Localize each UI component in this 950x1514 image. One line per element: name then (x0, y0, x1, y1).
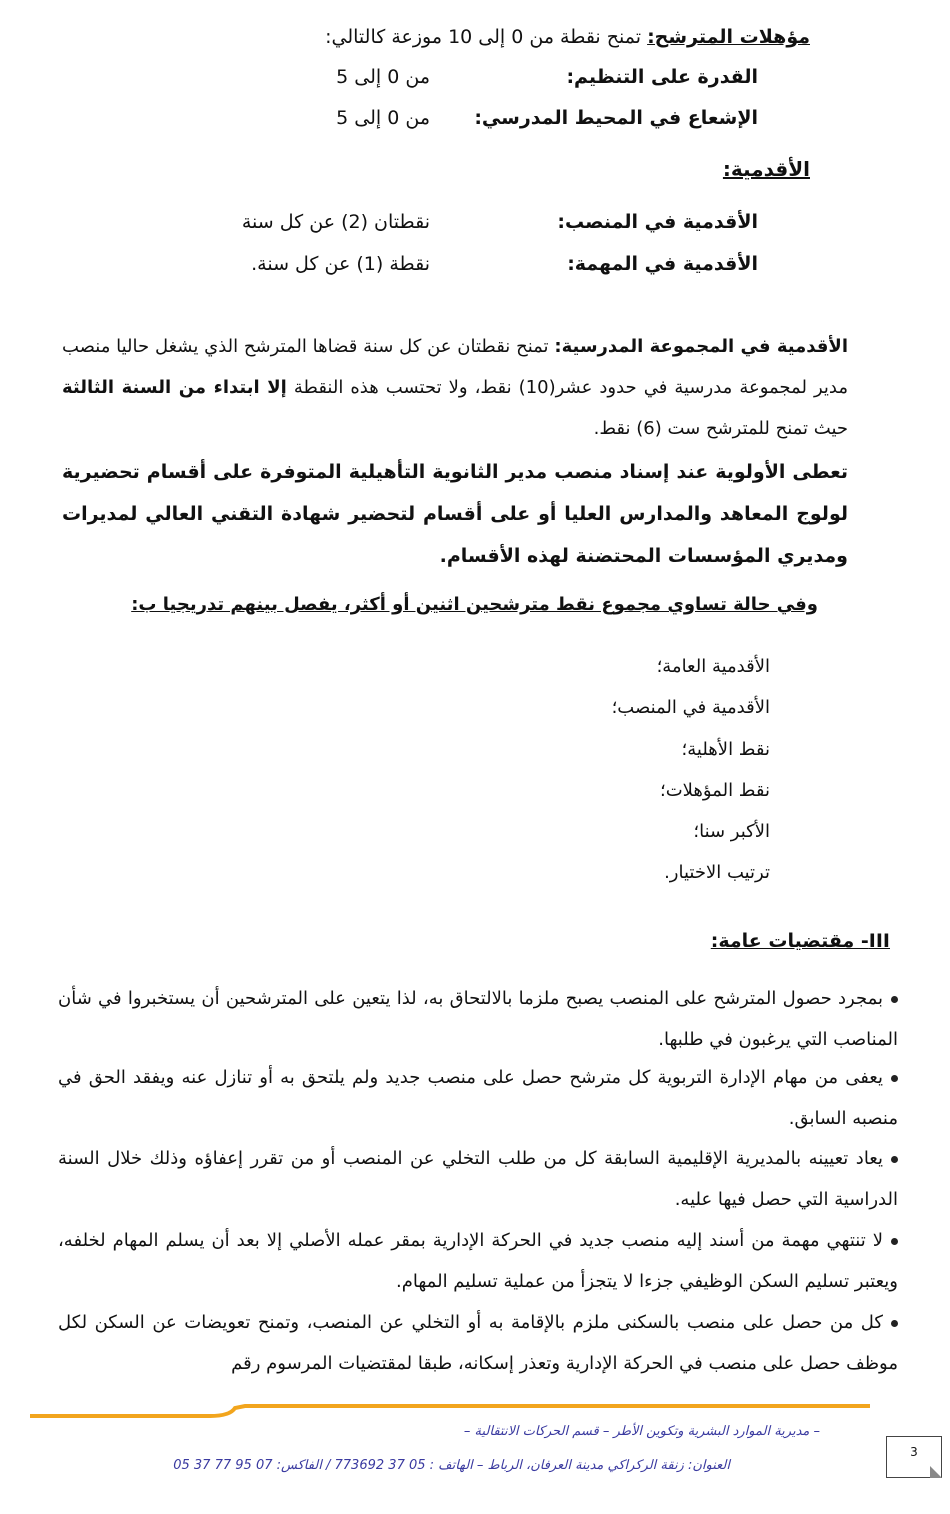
seniority-row-value: نقطة (1) عن كل سنة. (251, 253, 430, 275)
qualifications-intro: تمنح نقطة من 0 إلى 10 موزعة كالتالي: (325, 26, 642, 48)
general-bullet (58, 1138, 898, 1220)
bullet-text: يعفى من مهام الإدارة التربوية كل مترشح حصل على منصب جديد ولم يلتحق به أو تنازل عنه ويفقد الحق في منصبه السابق. (58, 1067, 898, 1129)
qualification-row-value: من 0 إلى 5 (336, 107, 430, 129)
page-fold-icon (930, 1466, 942, 1478)
bullet-text: كل من حصل على منصب بالسكنى ملزم بالإقامة به أو التخلي عن المنصب، وتمنح تعويضات عن السكن لكل موظف حصل على منصب في الحركة الإدارية وتعذر إسكانه، طبقا لمقتضيات المرسوم رقم (58, 1312, 898, 1374)
seniority-heading: الأقدمية: (722, 157, 810, 181)
school-group-paragraph (62, 326, 848, 449)
tie-break-item: الأقدمية في المنصب؛ (611, 697, 770, 718)
qualification-row-value: من 0 إلى 5 (336, 66, 430, 88)
page-number: 3 (910, 1445, 918, 1459)
tie-break-item: ترتيب الاختيار. (664, 862, 770, 883)
bullet-dot (891, 1320, 898, 1327)
school-group-end: حيث تمنح للمترشح ست (6) نقط. (593, 418, 848, 439)
tie-break-item: نقط المؤهلات؛ (659, 780, 770, 801)
bullet-text: لا تنتهي مهمة من أسند إليه منصب جديد في الحركة الإدارية بمقر عمله الأصلي إلا بعد أن يسلم المهام لخلفه، ويعتبر تسليم السكن الوظيفي جزءا لا يتجزأ من عملية تسليم المهام. (58, 1230, 898, 1292)
seniority-row-label: الأقدمية في المهمة: (567, 253, 758, 275)
tie-break-item: الأكبر سنا؛ (693, 821, 770, 842)
general-bullet (58, 1220, 898, 1302)
qualification-row-label: الإشعاع في المحيط المدرسي: (474, 107, 758, 129)
bullet-dot (891, 1238, 898, 1245)
general-bullet (58, 1057, 898, 1139)
qualifications-label: مؤهلات المترشح: (647, 26, 810, 48)
page-number-box (886, 1436, 942, 1478)
school-group-label: الأقدمية في المجموعة المدرسية: (554, 336, 848, 357)
general-bullet (58, 1302, 898, 1384)
bullet-dot (891, 996, 898, 1003)
bullet-dot (891, 1075, 898, 1082)
footer-department: – مديرية الموارد البشرية وتكوين الأطر – قسم الحركات الانتقالية – (463, 1424, 820, 1439)
general-heading: III- مقتضيات عامة: (710, 930, 890, 952)
general-bullet (58, 978, 898, 1060)
footer-address: العنوان: زنقة الركراكي مدينة العرفان، الرباط – الهاتف : 05 37 773692 / الفاكس: 07 95 77 37 05 (173, 1458, 730, 1473)
priority-paragraph: تعطى الأولوية عند إسناد منصب مدير الثانوية التأهيلية المتوفرة على أقسام تحضيرية لولوج المعاهد والمدارس العليا أو على أقسام لتحضير شهادة التقني العالي لمديرات ومديري المؤسسات المحتضنة لهذه الأقسام. (62, 461, 848, 567)
seniority-row-label: الأقدمية في المنصب: (557, 211, 758, 233)
school-group-bold: إلا ابتداء من السنة الثالثة (62, 377, 287, 398)
school-group-text: تمنح نقطتان عن كل سنة قضاها المترشح الذي يشغل حاليا منصب مدير لمجموعة مدرسية في حدود عشر(10) نقط، ولا تحتسب هذه النقطة (62, 336, 848, 398)
footer-decoration (30, 1404, 870, 1420)
tie-break-item: نقط الأهلية؛ (681, 739, 770, 760)
qualification-row-label: القدرة على التنظيم: (566, 66, 758, 88)
tie-break-heading: وفي حالة تساوي مجموع نقط مترشحين اثنين أو أكثر، يفصل بينهم تدريجيا ب: (131, 594, 818, 615)
bullet-dot (891, 1156, 898, 1163)
bullet-text: بمجرد حصول المترشح على المنصب يصبح ملزما بالالتحاق به، لذا يتعين على المترشحين أن يستخبروا في شأن المناصب التي يرغبون في طلبها. (58, 988, 898, 1050)
qualifications-line (325, 26, 810, 48)
seniority-row-value: نقطتان (2) عن كل سنة (241, 211, 430, 233)
tie-break-item: الأقدمية العامة؛ (656, 656, 770, 677)
bullet-text: يعاد تعيينه بالمديرية الإقليمية السابقة كل من طلب التخلي عن المنصب أو من تقرر إعفاؤه وذلك خلال السنة الدراسية التي حصل فيها عليه. (58, 1148, 898, 1210)
